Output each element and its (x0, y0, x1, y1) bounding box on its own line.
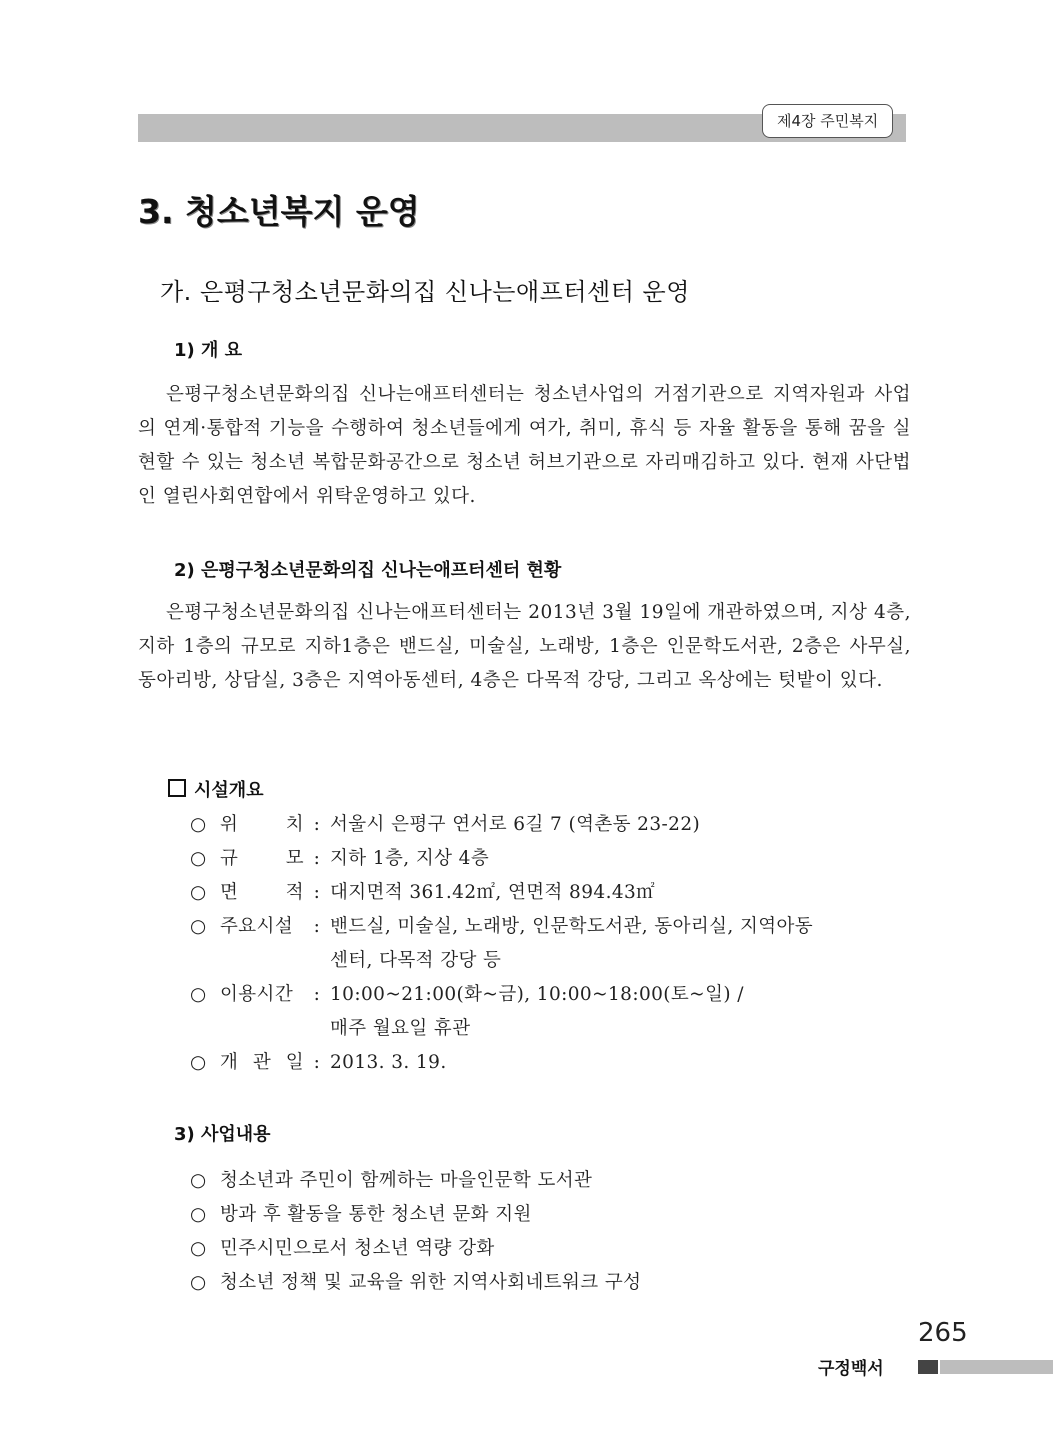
bullet-circle-icon (190, 1012, 220, 1046)
facility-value: 서울시 은평구 연서로 6길 7 (역촌동 23-22) (330, 814, 701, 835)
status-paragraph: 은평구청소년문화의집 신나는애프터센터는 2013년 3월 19일에 개관하였으며, 지상 4층, 지하 1층의 규모로 지하1층은 밴드실, 미술실, 노래방, 1층은 인문학도서관, 2층은 사무실, 동아리방, 상담실, 3층은 지역아동센터, 4층은 다목적 강당, 그리고 옥상에는 텃밭이 있다. (138, 602, 911, 691)
facility-label (220, 978, 304, 1012)
footer-marker (918, 1360, 938, 1374)
facility-row (190, 910, 910, 944)
facility-label-part: 규 (220, 848, 239, 869)
facility-value: 지하 1층, 지상 4층 (330, 848, 490, 869)
facility-value: 10:00~21:00(화~금), 10:00~18:00(토~일) / (330, 984, 744, 1005)
facility-colon: : (313, 984, 321, 1005)
bullet-circle-icon: ○ (190, 814, 207, 835)
publication-name: 구정백서 (818, 1359, 884, 1379)
checkbox-square-icon (168, 779, 186, 797)
facility-heading: 시설개요 (168, 776, 264, 802)
facility-row (190, 808, 910, 842)
bullet-circle-icon: ○ (190, 1052, 207, 1073)
bullet-circle-icon: ○ (190, 848, 207, 869)
facility-row (190, 842, 910, 876)
facility-row (190, 978, 910, 1012)
page-number: 265 (918, 1318, 968, 1348)
facility-colon (304, 1012, 330, 1046)
business-item-text: 청소년과 주민이 함께하는 마을인문학 도서관 (220, 1170, 593, 1191)
facility-label-part: 적 (285, 882, 304, 903)
business-item-text: 민주시민으로서 청소년 역량 강화 (220, 1238, 495, 1259)
facility-label (220, 1012, 304, 1046)
facility-colon: : (313, 814, 321, 835)
facility-row (190, 876, 910, 910)
facility-label (220, 1046, 304, 1080)
facility-label-part: 치 (285, 814, 304, 835)
business-item (190, 1232, 910, 1266)
facility-colon: : (313, 916, 321, 937)
facility-label-part: 관 (252, 1052, 272, 1073)
facility-label (220, 944, 304, 978)
facility-value: 2013. 3. 19. (330, 1052, 447, 1073)
facility-colon: : (313, 848, 321, 869)
facility-label-part: 이용시간 (220, 984, 294, 1005)
facility-label (220, 842, 304, 876)
facility-value: 밴드실, 미술실, 노래방, 인문학도서관, 동아리실, 지역아동 (330, 916, 814, 937)
facility-label (220, 876, 304, 910)
facility-row (190, 1046, 910, 1080)
business-item-text: 청소년 정책 및 교육을 위한 지역사회네트워크 구성 (220, 1272, 642, 1293)
business-item (190, 1266, 910, 1300)
facility-colon: : (313, 882, 321, 903)
overview-paragraph: 은평구청소년문화의집 신나는애프터센터는 청소년사업의 거점기관으로 지역자원과 사업의 연계·통합적 기능을 수행하여 청소년들에게 여가, 취미, 휴식 등 자율 활동을 통해 꿈을 실현할 수 있는 청소년 복합문화공간으로 청소년 허브기관으로 자리매김하고 있다. 현재 사단법인 열린사회연합에서 위탁운영하고 있다. (138, 384, 911, 507)
chapter-tab: 제4장 주민복지 (762, 104, 893, 138)
footer-bar (940, 1360, 1053, 1374)
business-list (190, 1164, 910, 1300)
section-title: 3. 청소년복지 운영 (138, 192, 420, 231)
facility-list (190, 808, 910, 1080)
facility-label-part: 모 (285, 848, 304, 869)
business-heading: 3) 사업내용 (174, 1124, 271, 1145)
overview-heading: 1) 개 요 (174, 340, 243, 361)
business-item-text: 방과 후 활동을 통한 청소년 문화 지원 (220, 1204, 532, 1225)
facility-label (220, 808, 304, 842)
bullet-circle-icon: ○ (190, 1272, 207, 1293)
bullet-circle-icon: ○ (190, 1238, 207, 1259)
bullet-circle-icon: ○ (190, 984, 207, 1005)
business-item (190, 1198, 910, 1232)
facility-colon: : (313, 1052, 321, 1073)
facility-label-part: 면 (220, 882, 239, 903)
facility-label-part: 일 (285, 1052, 304, 1073)
facility-label-part: 개 (220, 1052, 239, 1073)
facility-label-part: 위 (220, 814, 239, 835)
status-heading: 2) 은평구청소년문화의집 신나는애프터센터 현황 (174, 560, 562, 581)
bullet-circle-icon (190, 944, 220, 978)
facility-row (190, 944, 910, 978)
bullet-circle-icon: ○ (190, 882, 207, 903)
business-item (190, 1164, 910, 1198)
facility-label (220, 910, 304, 944)
bullet-circle-icon: ○ (190, 1204, 207, 1225)
facility-value: 센터, 다목적 강당 등 (330, 950, 502, 971)
facility-colon (304, 944, 330, 978)
facility-row (190, 1012, 910, 1046)
bullet-circle-icon: ○ (190, 1170, 207, 1191)
facility-value: 매주 월요일 휴관 (330, 1018, 471, 1039)
subsection-title: 가. 은평구청소년문화의집 신나는애프터센터 운영 (160, 278, 690, 306)
facility-label-part: 주요시설 (220, 916, 294, 937)
bullet-circle-icon: ○ (190, 916, 207, 937)
facility-value: 대지면적 361.42㎡, 연면적 894.43㎡ (330, 882, 656, 903)
